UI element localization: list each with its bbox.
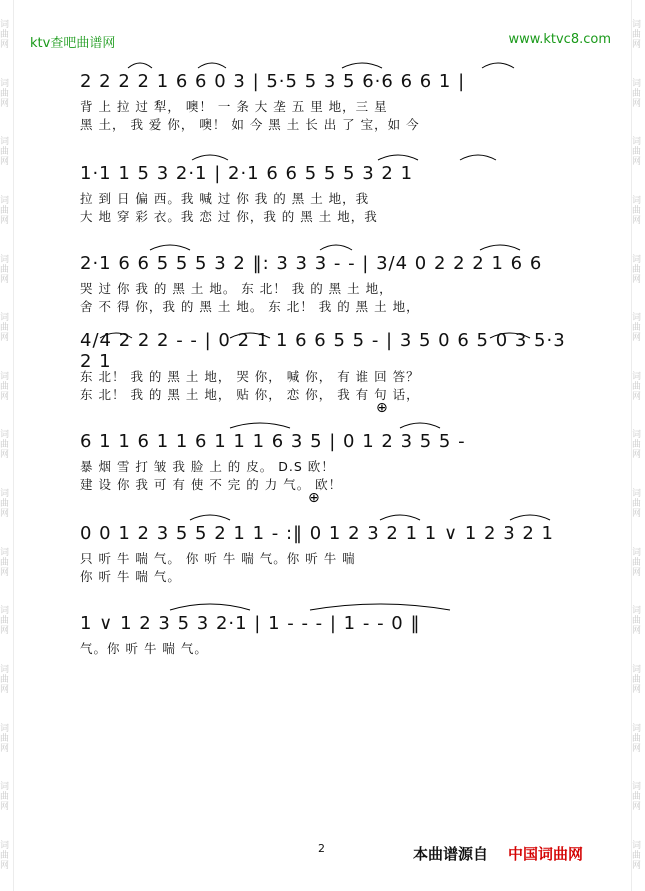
notation-line: 1 ∨ 1 2 3 5 3 2·1 | 1 - - - | 1 - - 0 ‖ xyxy=(80,612,421,634)
header-site-url[interactable]: www.ktvc8.com xyxy=(508,32,611,47)
notation-line: 0 0 1 2 3 5 5 2 1 1 - :‖ 0 1 2 3 2 1 1 ∨ 1 2 3 2 1 xyxy=(80,522,555,544)
coda-sign-icon: ⊕ xyxy=(308,490,320,506)
lyrics-verse-2: 你 听 牛 喘 气。 xyxy=(80,569,181,584)
slur-marks xyxy=(80,148,580,162)
source-credit xyxy=(413,843,583,864)
slur-marks xyxy=(80,508,580,522)
notation-line: 1·1 1 5 3 2·1 | 2·1 6 6 5 5 5 3 2 1 xyxy=(80,162,414,184)
lyrics-verse-2: 舍 不 得 你，我 的 黑 土 地。 东 北！ 我 的 黑 土 地， xyxy=(80,299,420,314)
slur-marks xyxy=(80,56,580,70)
slur-marks xyxy=(80,238,580,252)
slur-marks xyxy=(80,598,580,612)
lyrics-verse-2: 大 地 穿 彩 衣。我 恋 过 你，我 的 黑 土 地，我 xyxy=(80,209,378,224)
lyrics-verse-1: 暴 烟 雪 打 皱 我 脸 上 的 皮。 D.S 欧！ xyxy=(80,459,335,474)
header-site-name[interactable]: ktv查吧曲谱网 xyxy=(30,36,116,51)
lyrics-verse-1: 拉 到 日 偏 西。我 喊 过 你 我 的 黑 土 地，我 xyxy=(80,191,370,206)
lyrics-verse-1: 东 北！ 我 的 黑 土 地， 哭 你， 喊 你， 有 谁 回 答？ xyxy=(80,369,420,384)
notation-line: 6 1 1 6 1 1 6 1 1 1 6 3 5 | 0 1 2 3 5 5 - xyxy=(80,430,466,452)
slur-marks xyxy=(80,416,580,430)
lyrics-verse-1: 哭 过 你 我 的 黑 土 地。 东 北！ 我 的 黑 土 地， xyxy=(80,281,393,296)
source-brand: 中国词曲网 xyxy=(508,845,584,863)
lyrics-verse-2: 建 设 你 我 可 有 使 不 完 的 力 气。 欧！ xyxy=(80,477,343,492)
coda-sign-icon: ⊕ xyxy=(376,400,388,416)
source-label: 本曲谱源自 xyxy=(413,845,489,863)
page-number: 2 xyxy=(318,842,325,855)
notation-line: 2·1 6 6 5 5 5 3 2 ‖: 3 3 3 - - | 3/4 0 2 2 2 1 6 6 xyxy=(80,252,543,274)
right-margin-watermark: 词曲网 词曲网 词曲网 词曲网 词曲网 词曲网 词曲网 词曲网 词曲网 词曲网 词曲网 词曲网 词曲网 词曲网 词曲网 xyxy=(631,0,645,891)
lyrics-verse-1: 只 听 牛 喘 气。 你 听 牛 喘 气。你 听 牛 喘 xyxy=(80,551,356,566)
lyrics-verse-2: 东 北！ 我 的 黑 土 地， 贴 你， 恋 你， 我 有 句 话， xyxy=(80,387,420,402)
lyrics-verse-1: 背 上 拉 过 犁， 噢！ 一 条 大 垄 五 里 地，三 星 xyxy=(80,99,388,114)
left-margin-watermark: 词曲网 词曲网 词曲网 词曲网 词曲网 词曲网 词曲网 词曲网 词曲网 词曲网 词曲网 词曲网 词曲网 词曲网 词曲网 xyxy=(0,0,14,891)
lyrics-verse-1: 气。你 听 牛 喘 气。 xyxy=(80,641,208,656)
notation-line: 2 2 2 2 1 6 6 0 3 | 5·5 5 3 5 6·6 6 6 1 | xyxy=(80,70,466,92)
notation-line: 4/4 2 2 2 - - | 0 2 1 1 6 6 5 5 - | 3 5 0 6 5 0 3 5·3 2 1 xyxy=(80,330,566,372)
lyrics-verse-2: 黑 土， 我 爱 你， 噢！ 如 今 黑 土 长 出 了 宝，如 今 xyxy=(80,117,420,132)
lyrics-verse-2 xyxy=(80,658,580,674)
